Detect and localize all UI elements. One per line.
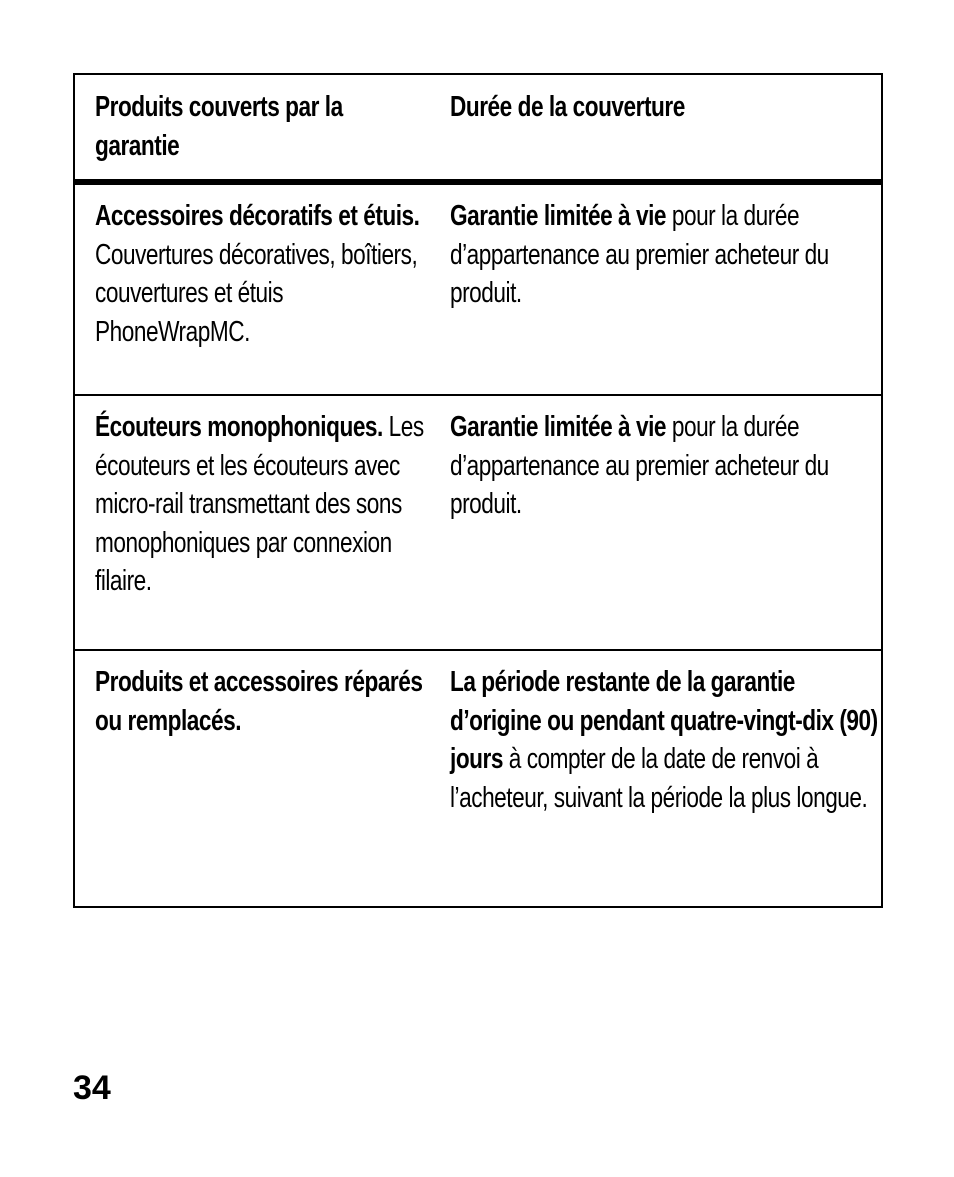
- warranty-table: [73, 73, 883, 908]
- duration-description: [450, 408, 880, 524]
- duration-details: à compter de la date de renvoi à l’acheteur, suivant la période la plus longue.: [450, 743, 868, 814]
- product-details: Couvertures décoratives, boîtiers, couvertures et étuis PhoneWrapMC.: [95, 238, 418, 348]
- product-title: Écouteurs monophoniques.: [95, 411, 383, 443]
- duration-cell: [430, 396, 881, 649]
- duration-title: Garantie limitée à vie: [450, 200, 667, 232]
- product-title: Accessoires décoratifs et étuis.: [95, 200, 420, 232]
- duration-title: La période restante de la garantie d’origine ou pendant quatre-vingt-dix (90) jours: [450, 666, 878, 775]
- duration-details: pour la durée d’appartenance au premier acheteur du produit.: [450, 411, 829, 520]
- product-description: [95, 197, 429, 351]
- table-row: [75, 649, 881, 906]
- table-header-row: [75, 75, 881, 179]
- duration-description: [450, 197, 880, 313]
- duration-cell: [430, 651, 881, 906]
- duration-description: [450, 663, 880, 817]
- product-cell: [75, 185, 430, 394]
- header-cell-products: [75, 75, 430, 179]
- product-description: [95, 663, 429, 740]
- header-duration-label: Durée de la couverture: [450, 91, 685, 123]
- table-row: [75, 179, 881, 394]
- product-cell: [75, 651, 430, 906]
- header-products-label: Produits couverts par la garantie: [95, 91, 343, 162]
- product-title: Produits et accessoires réparés ou remplacés.: [95, 666, 423, 737]
- header-cell-duration: [430, 75, 881, 179]
- product-cell: [75, 396, 430, 649]
- product-description: [95, 408, 429, 601]
- duration-title: Garantie limitée à vie: [450, 411, 667, 443]
- duration-cell: [430, 185, 881, 394]
- product-details: Les écouteurs et les écouteurs avec micro-rail transmettant des sons monophoniques par connexion filaire.: [95, 411, 424, 597]
- duration-details: pour la durée d’appartenance au premier acheteur du produit.: [450, 200, 829, 309]
- table-row: [75, 394, 881, 649]
- page-number: 34: [73, 1069, 111, 1107]
